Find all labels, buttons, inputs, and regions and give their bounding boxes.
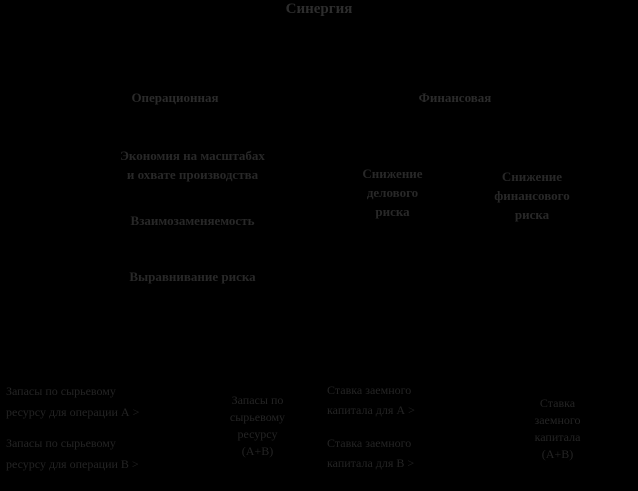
financial-risk-line-3: риска	[514, 207, 550, 222]
operational-interchangeability: Взаимозаменяемость	[130, 213, 255, 228]
loan-rate-b-line-2: капитала для В >	[327, 456, 415, 470]
inventory-a-line-1: Запасы по сырьевому	[6, 384, 116, 398]
operational-scale-economy	[90, 146, 295, 184]
loan-rate-a-line-1: Ставка заемного	[327, 383, 412, 397]
operational-risk-leveling: Выравнивание риска	[129, 269, 256, 284]
scale-economy-line-2: и охвате производства	[126, 167, 259, 182]
financial-business-risk	[330, 164, 455, 221]
scale-economy-line-1: Экономия на масштабах	[120, 148, 265, 163]
loan-rate-combined-line-3: капитала	[534, 430, 581, 444]
inventory-a-line-2: ресурсу для операции А >	[6, 405, 140, 419]
loan-rate-combined-line-2: заемного	[534, 413, 581, 427]
business-risk-line-1: Снижение	[362, 166, 423, 181]
example-inventory-combined	[200, 392, 315, 460]
example-inventory-a	[6, 381, 176, 423]
loan-rate-a-line-2: капитала для А >	[327, 403, 415, 417]
diagram-title: Синергия	[285, 1, 353, 17]
loan-rate-b-line-1: Ставка заемного	[327, 436, 412, 450]
example-loan-rate-b	[327, 433, 457, 473]
example-loan-rate-a	[327, 380, 457, 420]
loan-rate-combined-line-4: (А+В)	[541, 447, 574, 461]
branch-operational-label: Операционная	[131, 90, 219, 105]
financial-risk-line-1: Снижение	[501, 169, 563, 184]
inventory-combined-line-3: ресурсу	[237, 427, 278, 441]
loan-rate-combined-line-1: Ставка	[539, 396, 576, 410]
business-risk-line-3: риска	[375, 204, 410, 219]
inventory-combined-line-1: Запасы по	[231, 393, 284, 407]
financial-risk-line-2: финансового	[494, 188, 570, 203]
inventory-combined-line-4: (А+В)	[241, 444, 274, 458]
inventory-b-line-2: ресурсу для операции В >	[6, 457, 139, 471]
example-loan-rate-combined	[495, 395, 620, 463]
business-risk-line-2: делового	[366, 185, 419, 200]
inventory-b-line-1: Запасы по сырьевому	[6, 436, 116, 450]
financial-financial-risk	[462, 167, 602, 224]
example-inventory-b	[6, 433, 176, 475]
branch-financial-label: Финансовая	[418, 90, 492, 105]
inventory-combined-line-2: сырьевому	[229, 410, 286, 424]
